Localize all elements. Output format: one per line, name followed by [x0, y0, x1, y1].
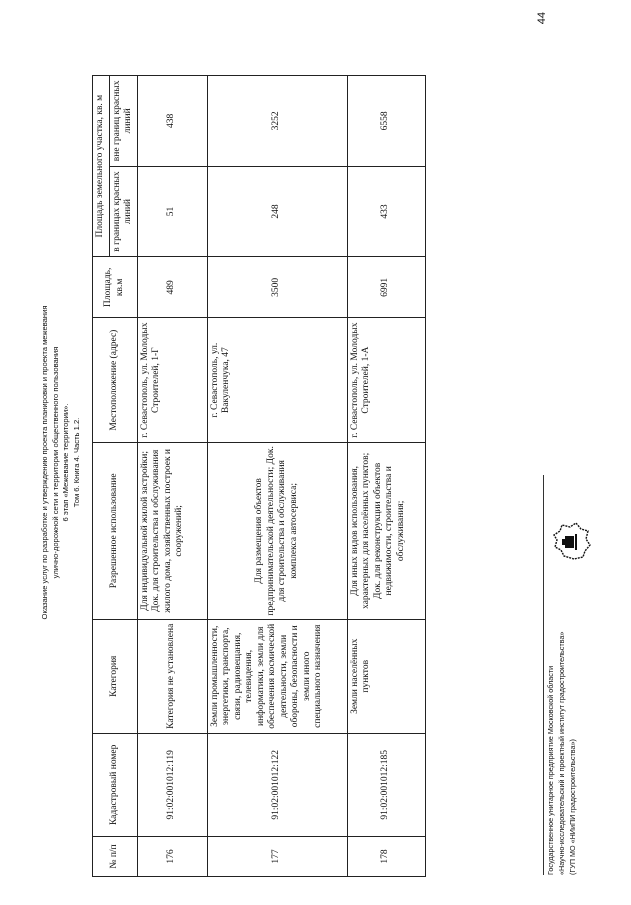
table-row: [347, 76, 425, 877]
cell-outside: 438: [137, 76, 207, 167]
cell-use: Для индивидуальной жилой застройки; Док. для строительства и обслуживания жилого дома, хозяйственных построек и сооружений;: [137, 442, 207, 619]
cell-location: г. Севастополь, ул. Вакуленчука, 47: [207, 318, 347, 442]
cell-use: Для иных видов использования, характерных для населённых пунктов; Док. для реконструкции объектов недвижимости, строительства и обслуживания;: [347, 442, 425, 619]
header-inside: в границах красных линий: [109, 166, 137, 257]
cell-num: 176: [137, 836, 207, 876]
cell-cadastral: 91:02:001012:185: [347, 733, 425, 836]
cell-num: 177: [207, 836, 347, 876]
cell-num: 178: [347, 836, 425, 876]
cell-use: Для размещения объектов предпринимательской деятельности; Док. для строительства и обслуживания комплекса автосервиса;: [207, 442, 347, 619]
header-outside: вне границ красных линий: [109, 76, 137, 167]
header-location: Местоположение (адрес): [93, 318, 138, 442]
cell-category: Категория не установлена: [137, 619, 207, 733]
header-area-group: Площадь земельного участка, кв. м: [93, 76, 110, 257]
header-category: Категория: [93, 619, 138, 733]
header-line-4: Том 6. Книга 4. Часть 1.2.: [71, 417, 81, 508]
cell-cadastral: 91:02:001012:119: [137, 733, 207, 836]
footer-line-2: «Научно-исследовательский и проектный институт градостроительства»: [557, 631, 566, 875]
header-area: Площадь, кв.м: [93, 257, 138, 318]
cell-category: Земли населённых пунктов: [347, 619, 425, 733]
cell-category: Земли промышленности, энергетики, транспорта, связи, радиовещания, телевидения, информатики, земли для обеспечения космической деятельности, земли обороны, безопасности и земли иного специального назначения: [207, 619, 347, 733]
cell-location: г. Севастополь, ул. Молодых Строителей, 1-Г: [137, 318, 207, 442]
footer-line-3: (ГУП МО «НИиПИ градостроительства»): [568, 739, 577, 875]
cell-area: 489: [137, 257, 207, 318]
header-cadastral: Кадастровый номер: [93, 733, 138, 836]
cell-inside: 51: [137, 166, 207, 257]
land-plots-table: [92, 75, 426, 877]
cell-location: г. Севастополь, ул. Молодых Строителей, 1-А: [347, 318, 425, 442]
header-line-1: Оказание услуг по разработке и утверждению проекта планировки и проекта межевания: [40, 305, 49, 620]
header-use: Разрешенное использование: [93, 442, 138, 619]
header-line-2: улично-дорожной сети и территории общественного пользования: [50, 346, 60, 579]
cell-inside: 433: [347, 166, 425, 257]
table-row: [207, 76, 347, 877]
institute-emblem-icon: [548, 519, 594, 565]
footer-divider: [543, 475, 544, 875]
cell-cadastral: 91:02:001012:122: [207, 733, 347, 836]
cell-outside: 3252: [207, 76, 347, 167]
cell-area: 3500: [207, 257, 347, 318]
cell-outside: 6558: [347, 76, 425, 167]
header-line-3: 6 этап «Межевание территории».: [61, 403, 70, 522]
cell-inside: 248: [207, 166, 347, 257]
table-row: [137, 76, 207, 877]
cell-area: 6991: [347, 257, 425, 318]
page-number: 44: [536, 12, 548, 25]
document-footer: [545, 315, 578, 875]
header-num: № п/п: [93, 836, 138, 876]
document-header: [40, 180, 82, 745]
footer-line-1: Государственное унитарное предприятие Московской области: [546, 665, 555, 875]
table-header-row: [93, 76, 110, 877]
